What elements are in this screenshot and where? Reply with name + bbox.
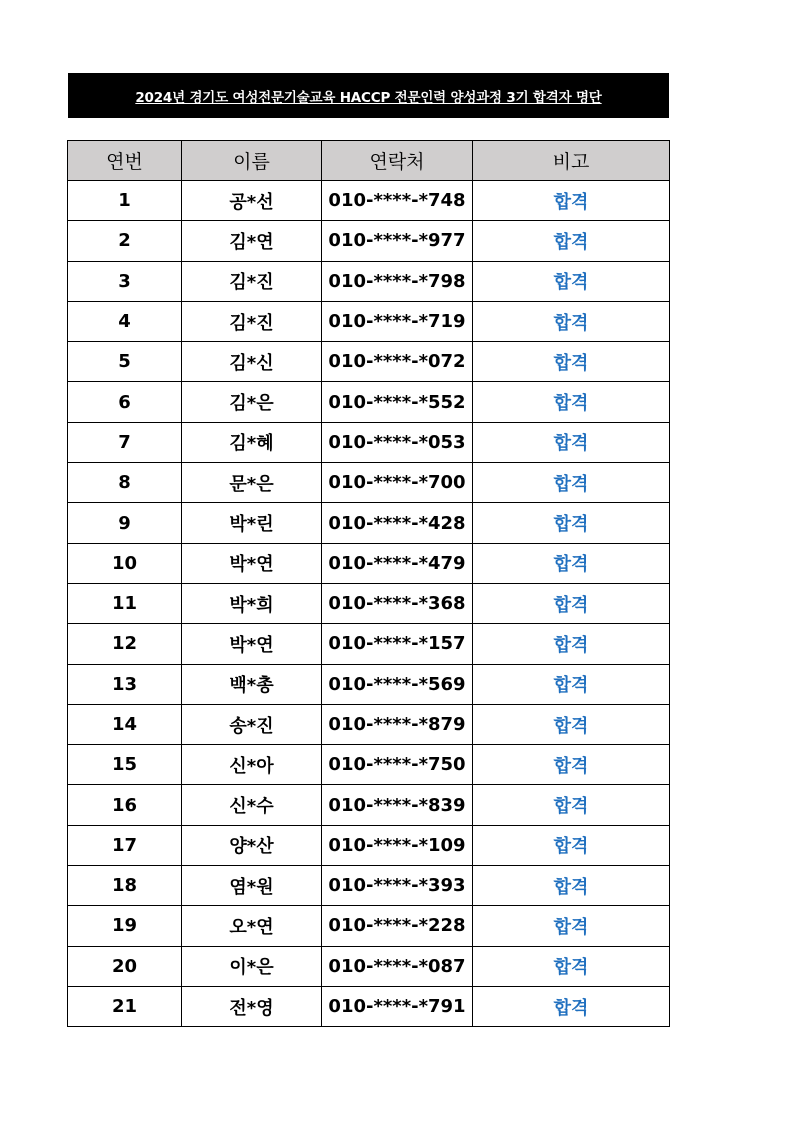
contact-cell: 010-****-*368 <box>322 583 473 623</box>
contact-cell: 010-****-*879 <box>322 704 473 744</box>
contact-cell: 010-****-*798 <box>322 261 473 301</box>
result-cell: 합격 <box>473 583 670 623</box>
result-cell: 합격 <box>473 422 670 462</box>
table-row <box>68 664 670 704</box>
row-number-cell: 7 <box>68 422 182 462</box>
contact-cell: 010-****-*748 <box>322 181 473 221</box>
table-row <box>68 704 670 744</box>
result-cell: 합격 <box>473 503 670 543</box>
name-cell: 이*은 <box>182 946 322 986</box>
contact-cell: 010-****-*977 <box>322 221 473 261</box>
result-cell: 합격 <box>473 301 670 341</box>
contact-cell: 010-****-*569 <box>322 664 473 704</box>
roster-table <box>67 140 670 1027</box>
name-cell: 공*선 <box>182 181 322 221</box>
result-cell: 합격 <box>473 785 670 825</box>
name-cell: 김*신 <box>182 342 322 382</box>
name-cell: 김*혜 <box>182 422 322 462</box>
name-cell: 송*진 <box>182 704 322 744</box>
table-row <box>68 825 670 865</box>
result-cell: 합격 <box>473 261 670 301</box>
result-cell: 합격 <box>473 382 670 422</box>
row-number-cell: 8 <box>68 463 182 503</box>
name-cell: 양*산 <box>182 825 322 865</box>
table-row <box>68 946 670 986</box>
table-row <box>68 422 670 462</box>
column-header-contact: 연락처 <box>322 141 473 181</box>
row-number-cell: 12 <box>68 624 182 664</box>
contact-cell: 010-****-*053 <box>322 422 473 462</box>
table-row <box>68 221 670 261</box>
row-number-cell: 18 <box>68 866 182 906</box>
contact-cell: 010-****-*839 <box>322 785 473 825</box>
table-row <box>68 785 670 825</box>
result-cell: 합격 <box>473 906 670 946</box>
contact-cell: 010-****-*791 <box>322 986 473 1026</box>
contact-cell: 010-****-*552 <box>322 382 473 422</box>
result-cell: 합격 <box>473 745 670 785</box>
name-cell: 백*총 <box>182 664 322 704</box>
result-cell: 합격 <box>473 342 670 382</box>
table-row <box>68 503 670 543</box>
row-number-cell: 21 <box>68 986 182 1026</box>
table-row <box>68 261 670 301</box>
row-number-cell: 1 <box>68 181 182 221</box>
table-row <box>68 301 670 341</box>
row-number-cell: 13 <box>68 664 182 704</box>
result-cell: 합격 <box>473 704 670 744</box>
result-cell: 합격 <box>473 664 670 704</box>
row-number-cell: 5 <box>68 342 182 382</box>
name-cell: 박*연 <box>182 624 322 664</box>
contact-cell: 010-****-*393 <box>322 866 473 906</box>
page-title: 2024년 경기도 여성전문기술교육 HACCP 전문인력 양성과정 3기 합격자 명단 <box>68 73 669 118</box>
result-cell: 합격 <box>473 825 670 865</box>
name-cell: 김*진 <box>182 261 322 301</box>
table-row <box>68 986 670 1026</box>
result-cell: 합격 <box>473 624 670 664</box>
row-number-cell: 9 <box>68 503 182 543</box>
roster-body <box>68 181 670 1027</box>
table-row <box>68 624 670 664</box>
name-cell: 신*아 <box>182 745 322 785</box>
table-header-row <box>68 141 670 181</box>
table-row <box>68 906 670 946</box>
row-number-cell: 14 <box>68 704 182 744</box>
result-cell: 합격 <box>473 221 670 261</box>
contact-cell: 010-****-*228 <box>322 906 473 946</box>
row-number-cell: 17 <box>68 825 182 865</box>
row-number-cell: 10 <box>68 543 182 583</box>
row-number-cell: 16 <box>68 785 182 825</box>
name-cell: 김*연 <box>182 221 322 261</box>
contact-cell: 010-****-*479 <box>322 543 473 583</box>
name-cell: 박*린 <box>182 503 322 543</box>
contact-cell: 010-****-*087 <box>322 946 473 986</box>
name-cell: 신*수 <box>182 785 322 825</box>
table-row <box>68 463 670 503</box>
name-cell: 전*영 <box>182 986 322 1026</box>
row-number-cell: 4 <box>68 301 182 341</box>
result-cell: 합격 <box>473 866 670 906</box>
result-cell: 합격 <box>473 543 670 583</box>
name-cell: 염*원 <box>182 866 322 906</box>
row-number-cell: 19 <box>68 906 182 946</box>
name-cell: 오*연 <box>182 906 322 946</box>
table-row <box>68 382 670 422</box>
name-cell: 김*진 <box>182 301 322 341</box>
contact-cell: 010-****-*750 <box>322 745 473 785</box>
result-cell: 합격 <box>473 181 670 221</box>
contact-cell: 010-****-*157 <box>322 624 473 664</box>
column-header-note: 비고 <box>473 141 670 181</box>
row-number-cell: 6 <box>68 382 182 422</box>
contact-cell: 010-****-*700 <box>322 463 473 503</box>
result-cell: 합격 <box>473 986 670 1026</box>
column-header-no: 연번 <box>68 141 182 181</box>
name-cell: 김*은 <box>182 382 322 422</box>
row-number-cell: 3 <box>68 261 182 301</box>
name-cell: 문*은 <box>182 463 322 503</box>
contact-cell: 010-****-*719 <box>322 301 473 341</box>
column-header-name: 이름 <box>182 141 322 181</box>
result-cell: 합격 <box>473 463 670 503</box>
row-number-cell: 2 <box>68 221 182 261</box>
table-row <box>68 866 670 906</box>
name-cell: 박*희 <box>182 583 322 623</box>
table-row <box>68 342 670 382</box>
row-number-cell: 20 <box>68 946 182 986</box>
contact-cell: 010-****-*109 <box>322 825 473 865</box>
table-row <box>68 181 670 221</box>
row-number-cell: 15 <box>68 745 182 785</box>
table-row <box>68 745 670 785</box>
row-number-cell: 11 <box>68 583 182 623</box>
table-row <box>68 543 670 583</box>
contact-cell: 010-****-*428 <box>322 503 473 543</box>
name-cell: 박*연 <box>182 543 322 583</box>
contact-cell: 010-****-*072 <box>322 342 473 382</box>
result-cell: 합격 <box>473 946 670 986</box>
table-row <box>68 583 670 623</box>
